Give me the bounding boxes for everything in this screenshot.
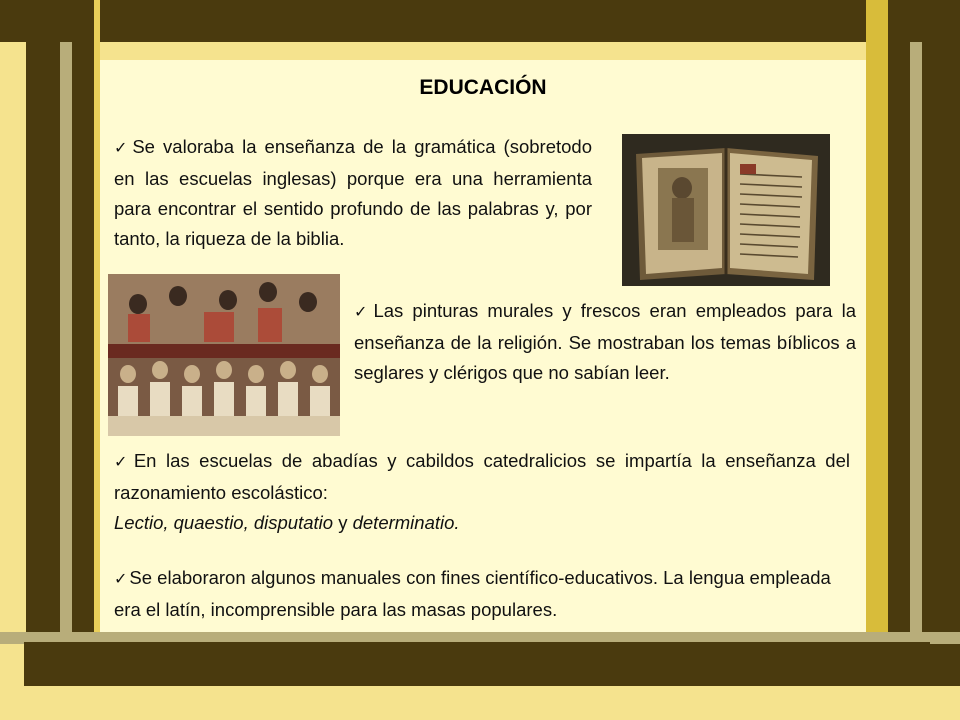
- frame-left-dark-inner: [72, 0, 94, 720]
- frame-right-light: [910, 42, 922, 642]
- scholastic-connector: y: [333, 512, 353, 533]
- frame-right-dark-inner: [888, 0, 910, 720]
- scholastic-determinatio: determinatio.: [352, 512, 460, 533]
- frame-bottom-bar: [24, 642, 930, 686]
- check-icon: ✓: [114, 571, 128, 588]
- frame-right-yellow: [866, 0, 888, 720]
- frame-left-light: [60, 42, 72, 642]
- paragraph-murals-text: Las pinturas murales y frescos eran empleados para la enseñanza de la religión. Se mostraban los temas bíblicos a seglares y clérigos que no sabían leer.: [354, 300, 856, 383]
- scholastic-methods: Lectio, quaestio, disputatio: [114, 512, 334, 533]
- slide-title: EDUCACIÓN: [419, 76, 547, 99]
- fresco-image: [108, 274, 340, 436]
- frame-left-dark: [26, 42, 60, 720]
- check-icon: ✓: [114, 454, 132, 471]
- paragraph-scholastic: [114, 446, 850, 538]
- paragraph-grammar-text: Se valoraba la enseñanza de la gramática (sobretodo en las escuelas inglesas) porque era una herramienta para encontrar el sentido profundo de las palabras y, por tanto, la riqueza de la biblia.: [114, 136, 593, 249]
- paragraph-murals: [354, 296, 856, 388]
- check-icon: ✓: [114, 140, 131, 157]
- paragraph-manuals: [114, 563, 854, 625]
- frame-bottom-base: [0, 686, 960, 720]
- book-photo-icon: [622, 134, 830, 286]
- frame-top-bar: [0, 0, 960, 42]
- paragraph-scholastic-text: En las escuelas de abadías y cabildos catedralicios se impartía la enseñanza del razonamiento escolástico:: [114, 450, 850, 503]
- paragraph-grammar: [114, 132, 592, 254]
- fresco-photo-icon: [108, 274, 340, 436]
- paragraph-manuals-text: Se elaboraron algunos manuales con fines científico-educativos. La lengua empleada era el latín, incomprensible para las masas populares.: [114, 567, 831, 620]
- open-book-image: [622, 134, 830, 286]
- frame-right-dark: [922, 42, 960, 720]
- check-icon: ✓: [354, 304, 372, 321]
